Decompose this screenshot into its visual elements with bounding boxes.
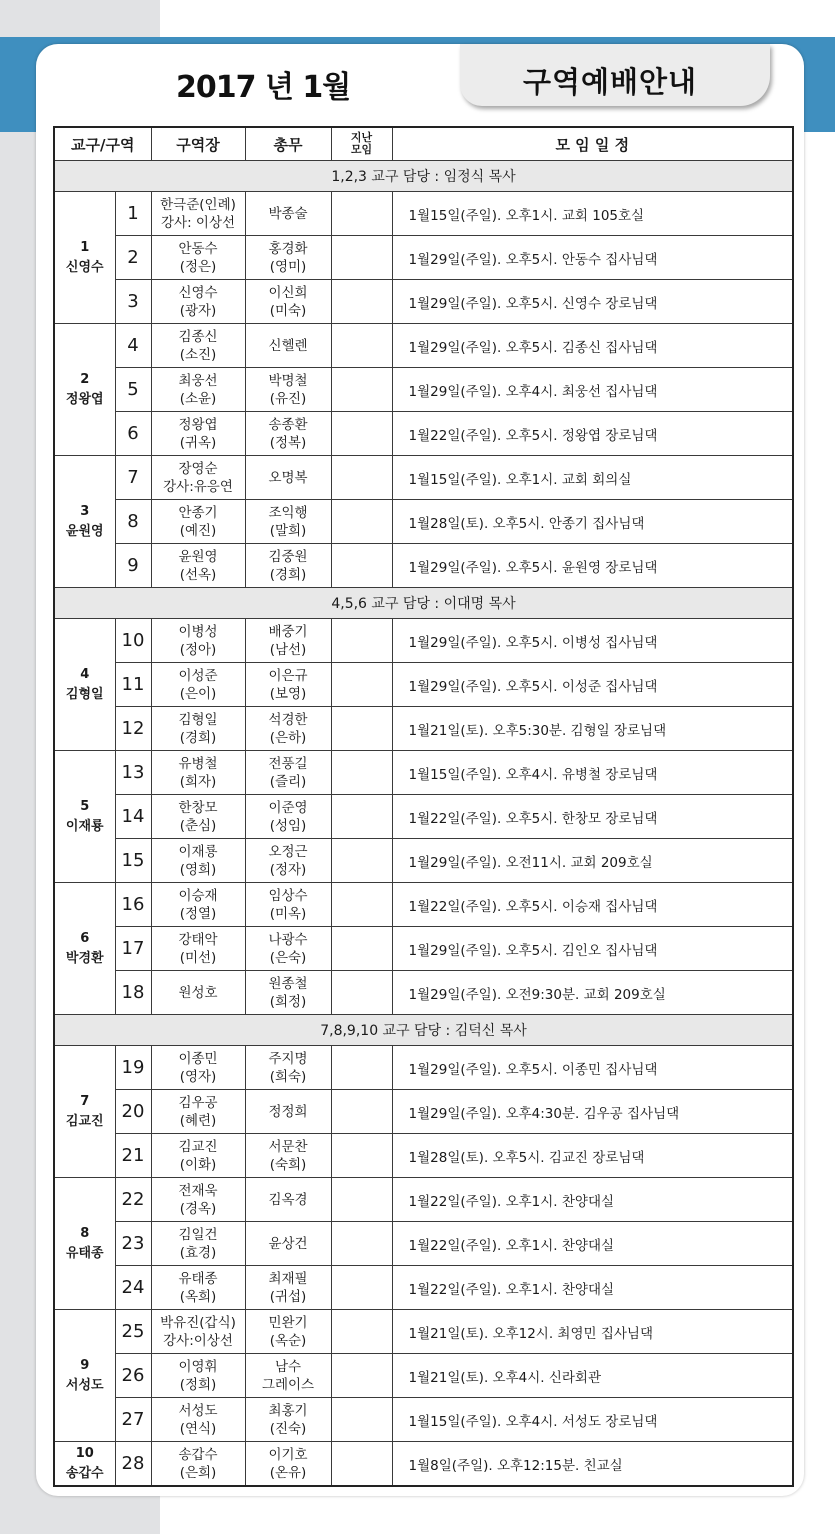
group-secretary: 이은규 (보영) — [245, 663, 331, 707]
group-secretary: 석경한 (은하) — [245, 707, 331, 751]
group-leader: 최웅선 (소윤) — [151, 368, 245, 412]
meeting-schedule: 1월15일(주일). 오후4시. 서성도 장로님댁 — [392, 1398, 793, 1442]
previous-meeting — [331, 1178, 392, 1222]
group-leader: 신영수 (광자) — [151, 280, 245, 324]
group-secretary: 박종술 — [245, 192, 331, 236]
section-heading: 4,5,6 교구 담당 : 이대명 목사 — [54, 588, 793, 619]
group-number: 1 — [115, 192, 151, 236]
group-secretary: 이신희 (미숙) — [245, 280, 331, 324]
meeting-schedule: 1월21일(토). 오후5:30분. 김형일 장로님댁 — [392, 707, 793, 751]
group-leader: 장영순 강사:유응연 — [151, 456, 245, 500]
group-number: 18 — [115, 971, 151, 1015]
group-secretary: 나광수 (은숙) — [245, 927, 331, 971]
district-cell — [54, 456, 115, 588]
group-number: 4 — [115, 324, 151, 368]
group-leader: 송갑수 (은희) — [151, 1442, 245, 1487]
table-row — [54, 412, 793, 456]
district-leader-name: 송갑수 — [65, 1465, 104, 1481]
meeting-schedule: 1월15일(주일). 오후4시. 유병철 장로님댁 — [392, 751, 793, 795]
group-number: 15 — [115, 839, 151, 883]
previous-meeting — [331, 927, 392, 971]
group-leader: 유병철 (희자) — [151, 751, 245, 795]
group-leader: 김우공 (혜련) — [151, 1090, 245, 1134]
meeting-schedule: 1월21일(토). 오후4시. 신라회관 — [392, 1354, 793, 1398]
previous-meeting — [331, 280, 392, 324]
group-leader: 이성준 (은이) — [151, 663, 245, 707]
group-secretary: 남수 그레이스 — [245, 1354, 331, 1398]
meeting-schedule: 1월29일(주일). 오후5시. 이종민 집사님댁 — [392, 1046, 793, 1090]
district-number: 4 — [80, 666, 90, 682]
meeting-schedule: 1월22일(주일). 오후1시. 찬양대실 — [392, 1222, 793, 1266]
meeting-schedule: 1월29일(주일). 오전9:30분. 교회 209호실 — [392, 971, 793, 1015]
meeting-schedule: 1월29일(주일). 오후5시. 이병성 집사님댁 — [392, 619, 793, 663]
group-secretary: 오정근 (정자) — [245, 839, 331, 883]
district-leader-name: 유태종 — [65, 1245, 104, 1261]
table-row — [54, 883, 793, 927]
group-leader: 김형일 (경희) — [151, 707, 245, 751]
table-row — [54, 619, 793, 663]
previous-meeting — [331, 236, 392, 280]
table-row — [54, 707, 793, 751]
col-previous-label: 지난 모임 — [350, 131, 373, 156]
table-row — [54, 1134, 793, 1178]
group-secretary: 민완기 (옥순) — [245, 1310, 331, 1354]
meeting-schedule: 1월15일(주일). 오후1시. 교회 105호실 — [392, 192, 793, 236]
meeting-schedule: 1월29일(주일). 오후5시. 김종신 집사님댁 — [392, 324, 793, 368]
previous-meeting — [331, 1046, 392, 1090]
group-secretary: 이준영 (성임) — [245, 795, 331, 839]
group-number: 13 — [115, 751, 151, 795]
district-cell — [54, 1046, 115, 1178]
meeting-schedule: 1월22일(주일). 오후5시. 이승재 집사님댁 — [392, 883, 793, 927]
table-row — [54, 192, 793, 236]
group-leader: 원성호 — [151, 971, 245, 1015]
previous-meeting — [331, 192, 392, 236]
group-number: 19 — [115, 1046, 151, 1090]
group-number: 8 — [115, 500, 151, 544]
district-leader-name: 이재룡 — [65, 818, 104, 834]
meeting-schedule: 1월29일(주일). 오후5시. 신영수 장로님댁 — [392, 280, 793, 324]
group-number: 26 — [115, 1354, 151, 1398]
table-row — [54, 1442, 793, 1487]
group-number: 25 — [115, 1310, 151, 1354]
group-leader: 이재룡 (영희) — [151, 839, 245, 883]
group-number: 27 — [115, 1398, 151, 1442]
meeting-schedule: 1월8일(주일). 오후12:15분. 친교실 — [392, 1442, 793, 1487]
group-secretary: 김옥경 — [245, 1178, 331, 1222]
group-number: 11 — [115, 663, 151, 707]
group-number: 17 — [115, 927, 151, 971]
previous-meeting — [331, 1134, 392, 1178]
col-schedule: 모 임 일 정 — [392, 127, 793, 161]
district-number: 6 — [80, 930, 90, 946]
group-leader: 강태악 (미선) — [151, 927, 245, 971]
district-leader-name: 김형일 — [65, 686, 104, 702]
col-previous — [331, 127, 392, 161]
district-cell — [54, 619, 115, 751]
table-row — [54, 1310, 793, 1354]
group-number: 14 — [115, 795, 151, 839]
group-secretary: 주지명 (희숙) — [245, 1046, 331, 1090]
group-number: 2 — [115, 236, 151, 280]
table-row — [54, 1354, 793, 1398]
meeting-schedule: 1월21일(토). 오후12시. 최영민 집사님댁 — [392, 1310, 793, 1354]
previous-meeting — [331, 324, 392, 368]
district-cell — [54, 1310, 115, 1442]
group-leader: 정왕엽 (귀옥) — [151, 412, 245, 456]
group-number: 6 — [115, 412, 151, 456]
table-row — [54, 663, 793, 707]
meeting-schedule: 1월22일(주일). 오후1시. 찬양대실 — [392, 1178, 793, 1222]
district-leader-name: 서성도 — [65, 1377, 104, 1393]
table-row — [54, 500, 793, 544]
previous-meeting — [331, 1398, 392, 1442]
district-number: 9 — [80, 1357, 90, 1373]
group-leader: 김일건 (효경) — [151, 1222, 245, 1266]
district-cell — [54, 751, 115, 883]
meeting-schedule: 1월15일(주일). 오후1시. 교회 회의실 — [392, 456, 793, 500]
previous-meeting — [331, 619, 392, 663]
district-number: 10 — [75, 1445, 94, 1461]
group-leader: 김종신 (소진) — [151, 324, 245, 368]
meeting-schedule: 1월28일(토). 오후5시. 김교진 장로님댁 — [392, 1134, 793, 1178]
section-heading: 1,2,3 교구 담당 : 임정식 목사 — [54, 161, 793, 192]
group-secretary: 정정희 — [245, 1090, 331, 1134]
table-row — [54, 324, 793, 368]
table-row — [54, 1398, 793, 1442]
group-leader: 박유진(갑식) 강사:이상선 — [151, 1310, 245, 1354]
group-secretary: 김중원 (경희) — [245, 544, 331, 588]
table-row — [54, 544, 793, 588]
district-cell — [54, 192, 115, 324]
district-cell — [54, 1178, 115, 1310]
district-cell — [54, 324, 115, 456]
district-leader-name: 정왕엽 — [65, 391, 104, 407]
table-row — [54, 1222, 793, 1266]
meeting-schedule: 1월29일(주일). 오후4:30분. 김우공 집사님댁 — [392, 1090, 793, 1134]
table-row — [54, 971, 793, 1015]
group-number: 5 — [115, 368, 151, 412]
meeting-schedule: 1월29일(주일). 오후5시. 윤원영 장로님댁 — [392, 544, 793, 588]
previous-meeting — [331, 1354, 392, 1398]
previous-meeting — [331, 1442, 392, 1487]
group-number: 28 — [115, 1442, 151, 1487]
section-heading: 7,8,9,10 교구 담당 : 김덕신 목사 — [54, 1015, 793, 1046]
group-secretary: 윤상건 — [245, 1222, 331, 1266]
group-leader: 이병성 (정아) — [151, 619, 245, 663]
meeting-schedule: 1월22일(주일). 오후5시. 한창모 장로님댁 — [392, 795, 793, 839]
group-number: 12 — [115, 707, 151, 751]
previous-meeting — [331, 1266, 392, 1310]
group-secretary: 임상수 (미옥) — [245, 883, 331, 927]
district-leader-name: 윤원영 — [65, 523, 104, 539]
district-number: 1 — [80, 239, 90, 255]
group-secretary: 이기호 (온유) — [245, 1442, 331, 1487]
previous-meeting — [331, 883, 392, 927]
page-title: 구역예배안내 — [522, 65, 698, 99]
group-secretary: 신헬렌 — [245, 324, 331, 368]
table-row — [54, 236, 793, 280]
previous-meeting — [331, 1222, 392, 1266]
district-leader-name: 박경환 — [65, 950, 104, 966]
district-cell — [54, 1442, 115, 1487]
meeting-schedule: 1월29일(주일). 오후5시. 이성준 집사님댁 — [392, 663, 793, 707]
table-row — [54, 280, 793, 324]
group-leader: 한극준(인례) 강사: 이상선 — [151, 192, 245, 236]
table-row — [54, 839, 793, 883]
group-number: 23 — [115, 1222, 151, 1266]
previous-meeting — [331, 971, 392, 1015]
page-title-date: 2017 년 1월 — [176, 70, 351, 105]
meeting-schedule: 1월29일(주일). 오전11시. 교회 209호실 — [392, 839, 793, 883]
previous-meeting — [331, 1090, 392, 1134]
meeting-schedule: 1월29일(주일). 오후4시. 최웅선 집사님댁 — [392, 368, 793, 412]
group-secretary: 전풍길 (즐리) — [245, 751, 331, 795]
group-secretary: 원종철 (희정) — [245, 971, 331, 1015]
table-row — [54, 456, 793, 500]
table-row — [54, 1266, 793, 1310]
group-secretary: 오명복 — [245, 456, 331, 500]
table-row — [54, 1090, 793, 1134]
district-number: 8 — [80, 1225, 90, 1241]
table-body — [54, 161, 793, 1487]
section-heading-row — [54, 588, 793, 619]
group-number: 22 — [115, 1178, 151, 1222]
district-number: 2 — [80, 371, 90, 387]
meeting-schedule: 1월29일(주일). 오후5시. 안동수 집사님댁 — [392, 236, 793, 280]
section-heading-row — [54, 1015, 793, 1046]
table-header-row — [54, 127, 793, 161]
group-leader: 이승재 (정열) — [151, 883, 245, 927]
previous-meeting — [331, 368, 392, 412]
group-number: 7 — [115, 456, 151, 500]
col-secretary: 총무 — [245, 127, 331, 161]
col-district: 교구/구역 — [54, 127, 151, 161]
district-leader-name: 김교진 — [65, 1113, 104, 1129]
section-heading-row — [54, 161, 793, 192]
district-cell — [54, 883, 115, 1015]
group-leader: 안종기 (예진) — [151, 500, 245, 544]
table-row — [54, 1046, 793, 1090]
group-secretary: 박명철 (유진) — [245, 368, 331, 412]
group-number: 16 — [115, 883, 151, 927]
group-secretary: 최재필 (귀섭) — [245, 1266, 331, 1310]
district-number: 7 — [80, 1093, 90, 1109]
meeting-schedule: 1월29일(주일). 오후5시. 김인오 집사님댁 — [392, 927, 793, 971]
group-number: 9 — [115, 544, 151, 588]
group-number: 3 — [115, 280, 151, 324]
group-leader: 서성도 (연식) — [151, 1398, 245, 1442]
previous-meeting — [331, 839, 392, 883]
schedule-table — [53, 126, 794, 1487]
previous-meeting — [331, 456, 392, 500]
group-secretary: 서문찬 (숙희) — [245, 1134, 331, 1178]
group-secretary: 조익행 (말희) — [245, 500, 331, 544]
group-number: 21 — [115, 1134, 151, 1178]
group-secretary: 배중기 (남선) — [245, 619, 331, 663]
district-number: 5 — [80, 798, 90, 814]
group-secretary: 홍경화 (영미) — [245, 236, 331, 280]
group-leader: 김교진 (이화) — [151, 1134, 245, 1178]
group-leader: 윤원영 (선옥) — [151, 544, 245, 588]
previous-meeting — [331, 1310, 392, 1354]
group-leader: 전재욱 (경옥) — [151, 1178, 245, 1222]
previous-meeting — [331, 751, 392, 795]
table-row — [54, 368, 793, 412]
table-row — [54, 927, 793, 971]
meeting-schedule: 1월28일(토). 오후5시. 안종기 집사님댁 — [392, 500, 793, 544]
group-leader: 한창모 (춘심) — [151, 795, 245, 839]
group-leader: 안동수 (정은) — [151, 236, 245, 280]
table-row — [54, 751, 793, 795]
table-row — [54, 795, 793, 839]
group-leader: 이영휘 (정희) — [151, 1354, 245, 1398]
previous-meeting — [331, 795, 392, 839]
table-row — [54, 1178, 793, 1222]
col-leader: 구역장 — [151, 127, 245, 161]
district-leader-name: 신영수 — [65, 259, 104, 275]
group-number: 10 — [115, 619, 151, 663]
previous-meeting — [331, 500, 392, 544]
meeting-schedule: 1월22일(주일). 오후1시. 찬양대실 — [392, 1266, 793, 1310]
group-secretary: 송종환 (정복) — [245, 412, 331, 456]
previous-meeting — [331, 663, 392, 707]
group-number: 24 — [115, 1266, 151, 1310]
previous-meeting — [331, 707, 392, 751]
group-leader: 이종민 (영자) — [151, 1046, 245, 1090]
group-secretary: 최홍기 (진숙) — [245, 1398, 331, 1442]
previous-meeting — [331, 412, 392, 456]
group-leader: 유태종 (옥희) — [151, 1266, 245, 1310]
previous-meeting — [331, 544, 392, 588]
district-number: 3 — [80, 503, 90, 519]
meeting-schedule: 1월22일(주일). 오후5시. 정왕엽 장로님댁 — [392, 412, 793, 456]
group-number: 20 — [115, 1090, 151, 1134]
